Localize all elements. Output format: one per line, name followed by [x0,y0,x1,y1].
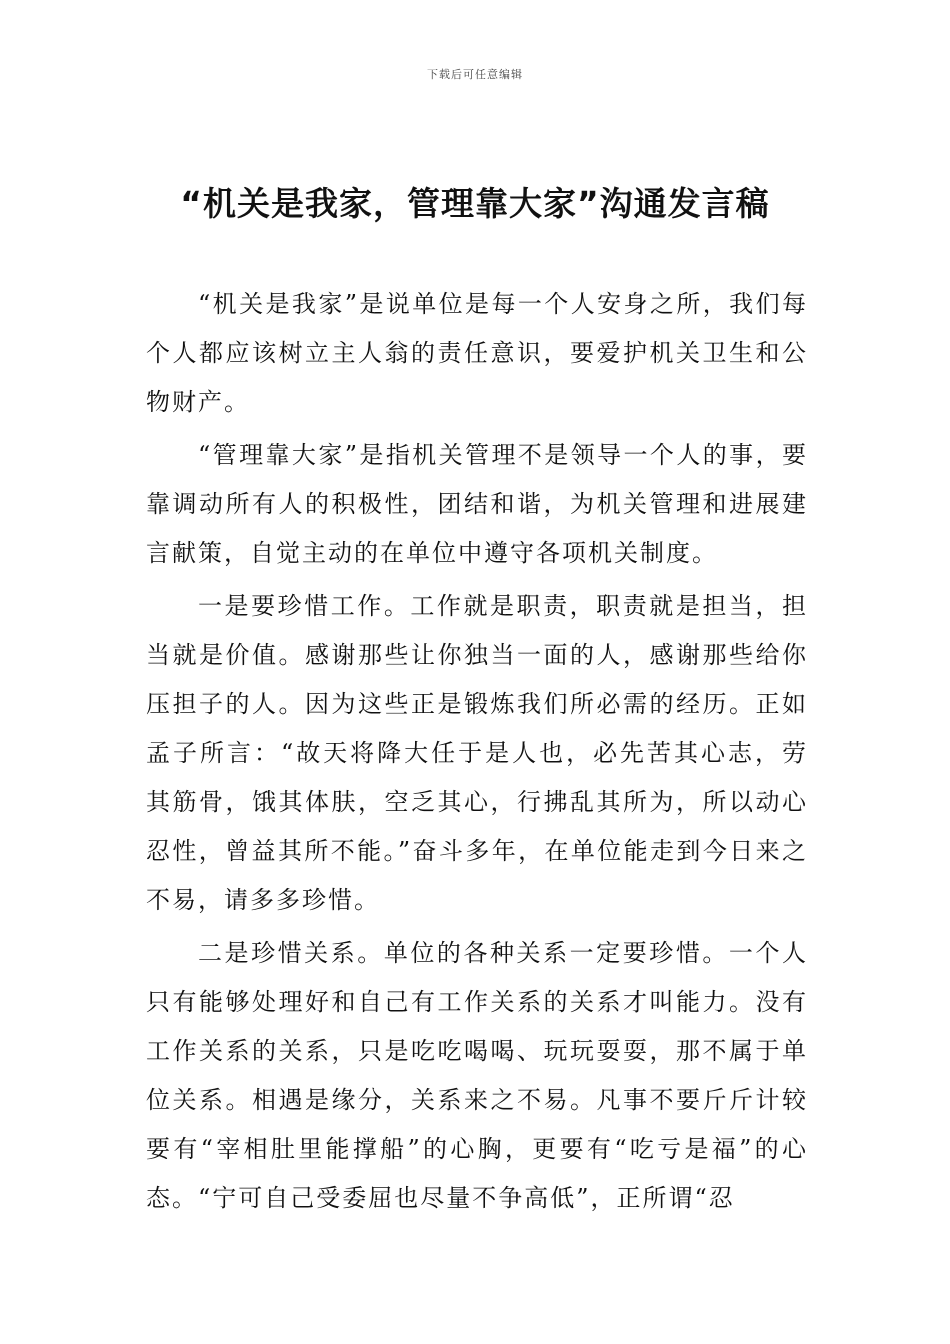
document-body [146,280,808,1227]
paragraph: 一是要珍惜工作。工作就是职责，职责就是担当，担当就是价值。感谢那些让你独当一面的人，感谢那些给你压担子的人。因为这些正是锻炼我们所必需的经历。正如孟子所言：“故天将降大任于是人也，必先苦其心志，劳其筋骨，饿其体肤，空乏其心，行拂乱其所为，所以动心忍性，曾益其所不能。”奋斗多年，在单位能走到今日来之不易，请多多珍惜。 [146,592,808,914]
document-title: “机关是我家，管理靠大家”沟通发言稿 [180,184,770,223]
paragraph: 二是珍惜关系。单位的各种关系一定要珍惜。一个人只有能够处理好和自己有工作关系的关系才叫能力。没有工作关系的关系，只是吃吃喝喝、玩玩耍耍，那不属于单位关系。相遇是缘分，关系来之不易。凡事不要斤斤计较要有“宰相肚里能撑船”的心胸，更要有“吃亏是福”的心态。“宁可自己受委屈也尽量不争高低”，正所谓“忍 [146,939,808,1212]
paragraph: “管理靠大家”是指机关管理不是领导一个人的事，要靠调动所有人的积极性，团结和谐，为机关管理和进展建言献策，自觉主动的在单位中遵守各项机关制度。 [146,441,808,567]
paragraph: “机关是我家”是说单位是每一个人安身之所，我们每个人都应该树立主人翁的责任意识，要爱护机关卫生和公物财产。 [146,290,808,416]
header-note: 下载后可任意编辑 [427,68,523,81]
